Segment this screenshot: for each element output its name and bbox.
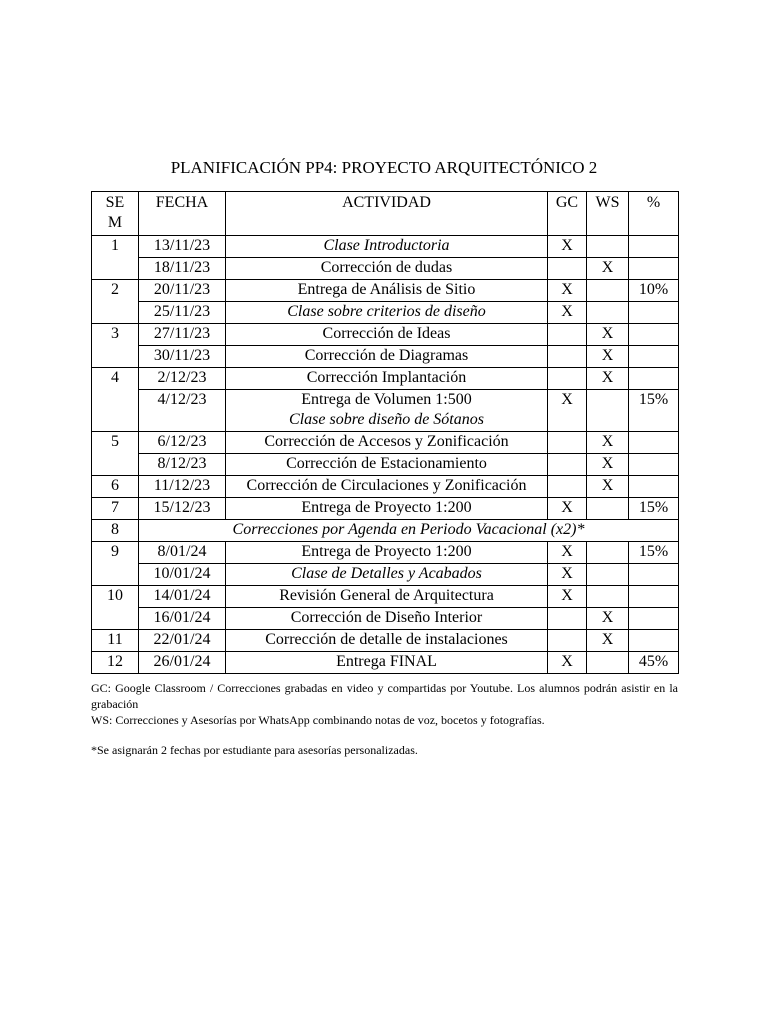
cell-fecha: 30/11/23: [139, 346, 226, 368]
cell-fecha: 25/11/23: [139, 302, 226, 324]
cell-ws: [587, 652, 629, 674]
cell-fecha: 26/01/24: [139, 652, 226, 674]
cell-sem: 12: [92, 652, 139, 674]
cell-pct: [629, 564, 679, 586]
header-ws: WS: [587, 192, 629, 236]
cell-ws: [587, 564, 629, 586]
cell-gc: [548, 346, 587, 368]
cell-actividad: Corrección de dudas: [226, 258, 548, 280]
note-footnote: *Se asignarán 2 fechas por estudiante para asesorías personalizadas.: [91, 743, 418, 757]
cell-gc: X: [548, 542, 587, 564]
cell-fecha: 27/11/23: [139, 324, 226, 346]
cell-pct: [629, 302, 679, 324]
table-row: [92, 258, 679, 280]
cell-gc: X: [548, 302, 587, 324]
cell-actividad: Corrección de Diagramas: [226, 346, 548, 368]
cell-ws: [587, 236, 629, 258]
note-ws: WS: Correcciones y Asesorías por WhatsApp combinando notas de voz, bocetos y fotografías.: [91, 713, 545, 727]
cell-actividad: Revisión General de Arquitectura: [226, 586, 548, 608]
cell-fecha: 11/12/23: [139, 476, 226, 498]
cell-gc: [548, 324, 587, 346]
cell-pct: [629, 432, 679, 454]
cell-actividad: Corrección de Circulaciones y Zonificación: [226, 476, 548, 498]
cell-sem: 11: [92, 630, 139, 652]
header-sem: [92, 192, 139, 236]
header-gc: GC: [548, 192, 587, 236]
cell-fecha: 2/12/23: [139, 368, 226, 390]
table-row: [92, 564, 679, 586]
cell-pct: 15%: [629, 498, 679, 520]
header-sem-line2: M: [107, 214, 123, 231]
cell-gc: [548, 630, 587, 652]
table-row: [92, 630, 679, 652]
header-fecha: FECHA: [139, 192, 226, 236]
cell-sem: 6: [92, 476, 139, 498]
cell-actividad: Corrección de Diseño Interior: [226, 608, 548, 630]
cell-ws: [587, 586, 629, 608]
table-row: [92, 236, 679, 258]
cell-fecha: 14/01/24: [139, 586, 226, 608]
cell-fecha: 22/01/24: [139, 630, 226, 652]
cell-fecha: 8/01/24: [139, 542, 226, 564]
table-row: [92, 302, 679, 324]
note-gc: GC: Google Classroom / Correcciones grabadas en video y compartidas por Youtube. Los alumnos podrán asistir en la grabación: [91, 681, 678, 711]
cell-actividad: Corrección de detalle de instalaciones: [226, 630, 548, 652]
cell-fecha: 4/12/23: [139, 390, 226, 432]
cell-gc: [548, 476, 587, 498]
cell-ws: X: [587, 324, 629, 346]
cell-pct: [629, 476, 679, 498]
cell-fecha: 20/11/23: [139, 280, 226, 302]
header-pct: %: [629, 192, 679, 236]
table-row: [92, 498, 679, 520]
cell-ws: X: [587, 476, 629, 498]
cell-gc: [548, 368, 587, 390]
cell-gc: [548, 258, 587, 280]
cell-pct: [629, 586, 679, 608]
cell-ws: X: [587, 630, 629, 652]
cell-actividad: [226, 390, 548, 432]
table-row: [92, 520, 679, 542]
cell-actividad: Corrección Implantación: [226, 368, 548, 390]
table-row: [92, 390, 679, 432]
cell-ws: [587, 542, 629, 564]
cell-actividad: Entrega FINAL: [226, 652, 548, 674]
cell-gc: X: [548, 586, 587, 608]
cell-ws: X: [587, 608, 629, 630]
cell-pct: [629, 608, 679, 630]
cell-sem: 10: [92, 586, 139, 630]
cell-pct: 45%: [629, 652, 679, 674]
cell-gc: X: [548, 564, 587, 586]
cell-actividad: Clase de Detalles y Acabados: [226, 564, 548, 586]
cell-fecha: 16/01/24: [139, 608, 226, 630]
header-actividad: ACTIVIDAD: [226, 192, 548, 236]
cell-actividad: Corrección de Accesos y Zonificación: [226, 432, 548, 454]
table-row: [92, 346, 679, 368]
cell-actividad: Corrección de Estacionamiento: [226, 454, 548, 476]
cell-gc: X: [548, 652, 587, 674]
cell-actividad-line1: Entrega de Volumen 1:500: [301, 391, 472, 408]
table-row: [92, 476, 679, 498]
cell-pct: [629, 346, 679, 368]
cell-fecha: 10/01/24: [139, 564, 226, 586]
table-row: [92, 368, 679, 390]
table-row: [92, 586, 679, 608]
table-row: [92, 454, 679, 476]
table-row: [92, 542, 679, 564]
cell-gc: X: [548, 280, 587, 302]
table-header-row: [92, 192, 679, 236]
cell-sem: 3: [92, 324, 139, 368]
cell-sem: 2: [92, 280, 139, 324]
cell-pct: [629, 454, 679, 476]
cell-ws: [587, 390, 629, 432]
cell-actividad: Clase Introductoria: [226, 236, 548, 258]
cell-pct: 15%: [629, 390, 679, 432]
cell-ws: [587, 498, 629, 520]
cell-pct: [629, 630, 679, 652]
cell-pct: [629, 368, 679, 390]
cell-pct: [629, 324, 679, 346]
cell-sem: 9: [92, 542, 139, 586]
table-row: [92, 652, 679, 674]
cell-merged-note: Correcciones por Agenda en Periodo Vacacional (x2)*: [139, 520, 679, 542]
cell-sem: 5: [92, 432, 139, 476]
cell-gc: X: [548, 498, 587, 520]
cell-sem: 1: [92, 236, 139, 280]
cell-actividad: Clase sobre criterios de diseño: [226, 302, 548, 324]
cell-fecha: 8/12/23: [139, 454, 226, 476]
table-row: [92, 432, 679, 454]
cell-gc: [548, 432, 587, 454]
cell-sem: 7: [92, 498, 139, 520]
cell-actividad: Entrega de Análisis de Sitio: [226, 280, 548, 302]
page-title: PLANIFICACIÓN PP4: PROYECTO ARQUITECTÓNICO 2: [170, 158, 598, 177]
table-row: [92, 280, 679, 302]
cell-ws: X: [587, 432, 629, 454]
cell-actividad: Entrega de Proyecto 1:200: [226, 498, 548, 520]
cell-sem: 8: [92, 520, 139, 542]
cell-actividad-line2: Clase sobre diseño de Sótanos: [289, 411, 484, 428]
cell-fecha: 15/12/23: [139, 498, 226, 520]
cell-ws: X: [587, 368, 629, 390]
cell-sem: 4: [92, 368, 139, 432]
cell-ws: X: [587, 346, 629, 368]
cell-actividad: Corrección de Ideas: [226, 324, 548, 346]
cell-gc: [548, 608, 587, 630]
header-sem-line1: SE: [105, 194, 125, 211]
cell-gc: X: [548, 236, 587, 258]
cell-pct: [629, 258, 679, 280]
cell-ws: X: [587, 454, 629, 476]
cell-ws: [587, 280, 629, 302]
cell-actividad: Entrega de Proyecto 1:200: [226, 542, 548, 564]
cell-ws: X: [587, 258, 629, 280]
cell-fecha: 18/11/23: [139, 258, 226, 280]
cell-pct: 10%: [629, 280, 679, 302]
table-row: [92, 608, 679, 630]
schedule-table: [91, 191, 679, 674]
cell-pct: 15%: [629, 542, 679, 564]
cell-fecha: 13/11/23: [139, 236, 226, 258]
cell-fecha: 6/12/23: [139, 432, 226, 454]
cell-pct: [629, 236, 679, 258]
cell-gc: X: [548, 390, 587, 432]
table-row: [92, 324, 679, 346]
cell-gc: [548, 454, 587, 476]
cell-ws: [587, 302, 629, 324]
